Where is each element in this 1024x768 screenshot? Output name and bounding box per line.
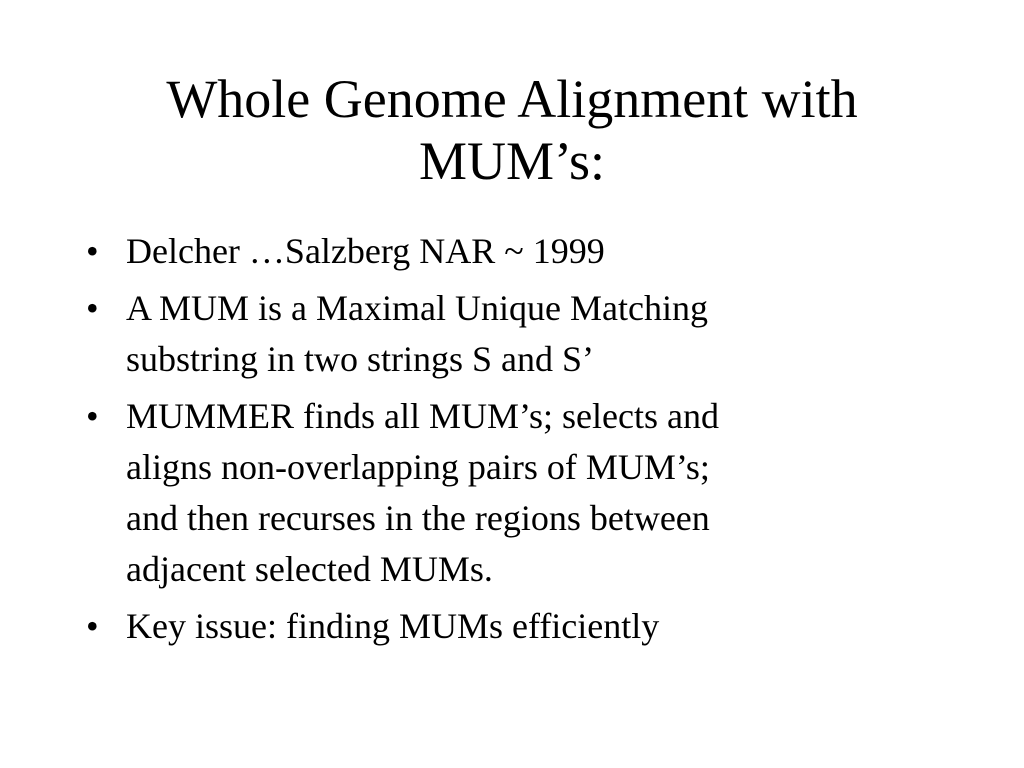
bullet-line: substring in two strings S and S’ [126,339,595,379]
bullet-item [86,226,946,277]
title-line: Whole Genome Alignment with [166,69,858,129]
title-line: MUM’s: [418,131,606,191]
bullet-text [126,391,946,595]
bullet-text [126,226,946,277]
bullet-line: Delcher …Salzberg NAR ~ 1999 [126,231,605,271]
bullet-text [126,601,946,652]
bullet-icon: • [86,231,99,271]
bullet-icon: • [86,288,99,328]
bullet-item [86,283,946,385]
bullet-icon: • [86,606,99,646]
slide-title [60,68,964,192]
bullet-item [86,601,946,652]
bullet-line: Key issue: finding MUMs efficiently [126,606,660,646]
bullet-item [86,391,946,595]
bullet-list [86,226,946,658]
bullet-line: aligns non-overlapping pairs of MUM’s; [126,447,710,487]
bullet-line: and then recurses in the regions between [126,498,710,538]
bullet-text [126,283,946,385]
bullet-line: A MUM is a Maximal Unique Matching [126,288,708,328]
bullet-line: adjacent selected MUMs. [126,549,493,589]
bullet-icon: • [86,396,99,436]
bullet-line: MUMMER finds all MUM’s; selects and [126,396,719,436]
